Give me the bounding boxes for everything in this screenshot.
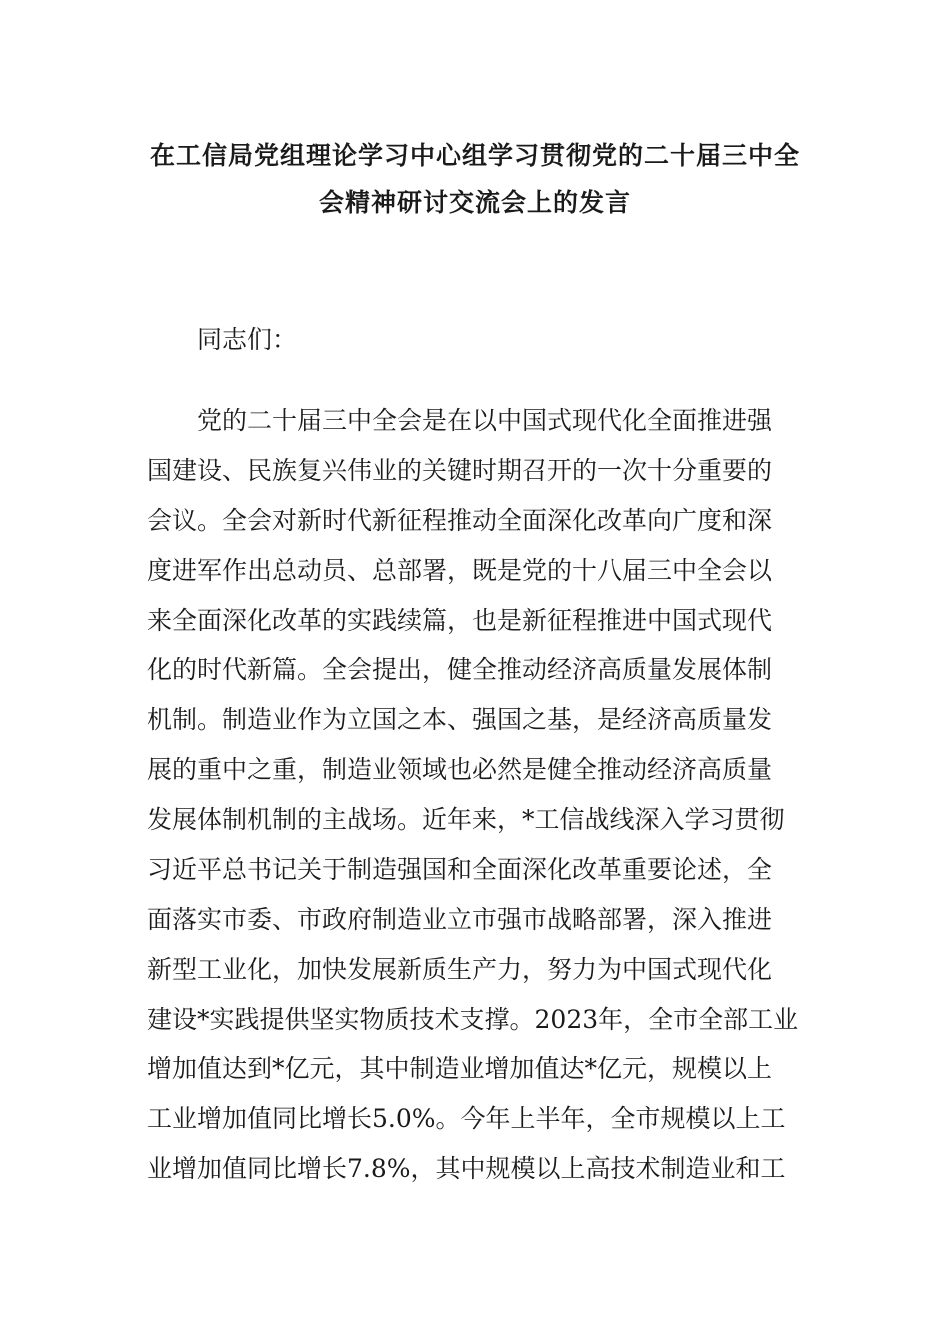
document-title-line-1: 在工信局党组理论学习中心组学习贯彻党的二十届三中全 <box>150 141 801 170</box>
salutation: 同志们： <box>197 325 298 354</box>
paragraph-line: 会议。全会对新时代新征程推动全面深化改革向广度和深 <box>147 506 773 535</box>
paragraph-line: 新型工业化，加快发展新质生产力，努力为中国式现代化 <box>147 955 773 984</box>
paragraph-line: 业增加值同比增长7.8%，其中规模以上高技术制造业和工 <box>147 1154 786 1183</box>
paragraph-line: 机制。制造业作为立国之本、强国之基，是经济高质量发 <box>147 705 773 734</box>
document-title-line-2: 会精神研讨交流会上的发言 <box>318 188 631 217</box>
paragraph-line: 党的二十届三中全会是在以中国式现代化全面推进强 <box>197 406 773 435</box>
paragraph-line: 来全面深化改革的实践续篇，也是新征程推进中国式现代 <box>147 606 773 635</box>
paragraph-line: 建设*实践提供坚实物质技术支撑。2023年，全市全部工业 <box>147 1005 799 1034</box>
paragraph-line: 度进军作出总动员、总部署，既是党的十八届三中全会以 <box>147 556 773 585</box>
paragraph-line: 面落实市委、市政府制造业立市强市战略部署，深入推进 <box>147 905 773 934</box>
paragraph-line: 习近平总书记关于制造强国和全面深化改革重要论述，全 <box>147 855 773 884</box>
paragraph-line: 工业增加值同比增长5.0%。今年上半年，全市规模以上工 <box>147 1104 786 1133</box>
paragraph-line: 增加值达到*亿元，其中制造业增加值达*亿元，规模以上 <box>147 1054 773 1083</box>
paragraph-line: 化的时代新篇。全会提出，健全推动经济高质量发展体制 <box>147 655 773 684</box>
paragraph-line: 展的重中之重，制造业领域也必然是健全推动经济高质量 <box>147 755 773 784</box>
paragraph-line: 国建设、民族复兴伟业的关键时期召开的一次十分重要的 <box>147 456 773 485</box>
paragraph-line: 发展体制机制的主战场。近年来，*工信战线深入学习贯彻 <box>147 805 785 834</box>
